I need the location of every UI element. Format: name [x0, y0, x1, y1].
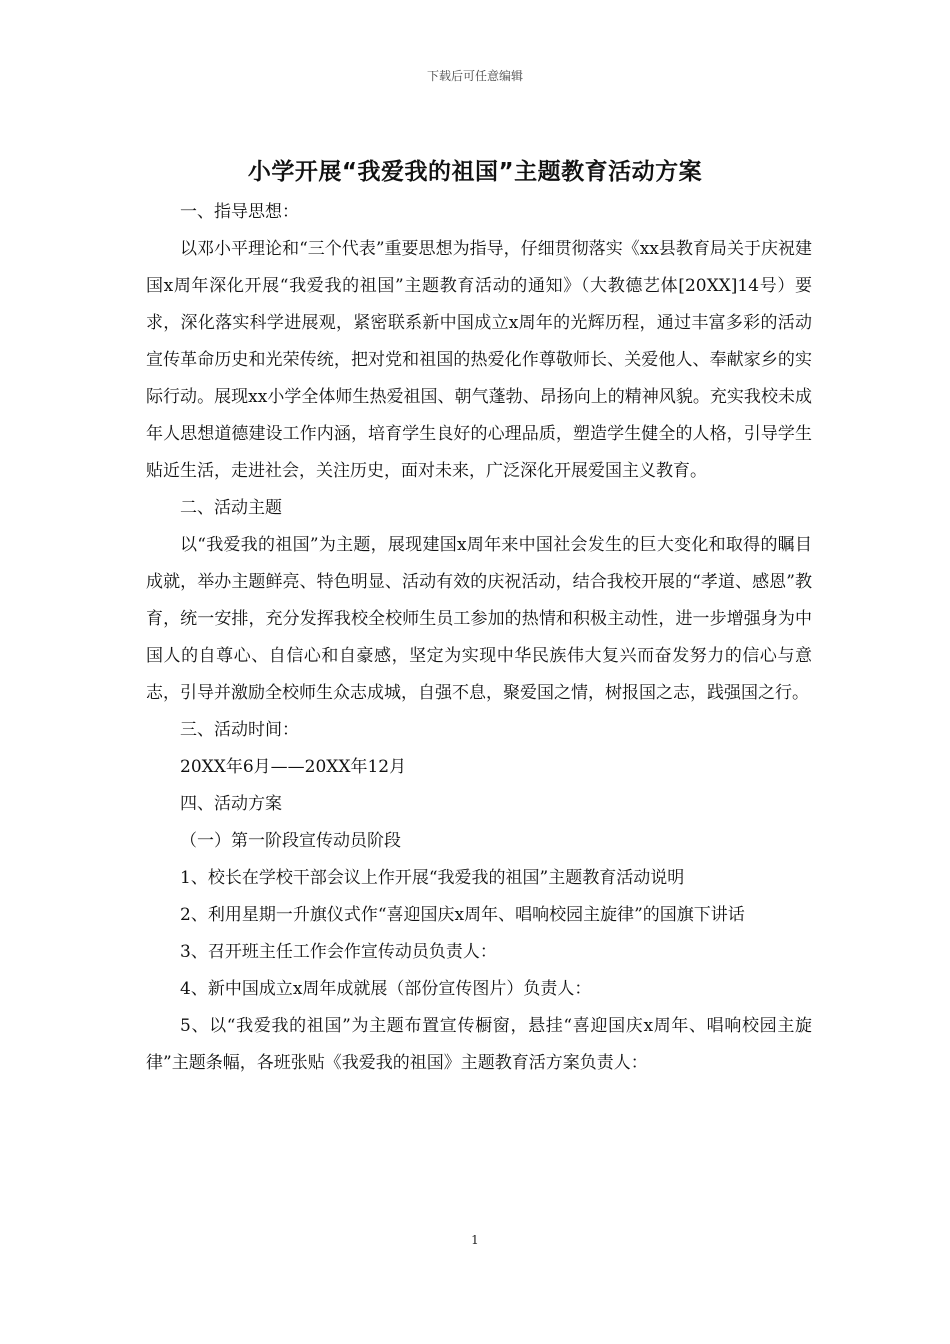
page-header-note: 下载后可任意编辑 [426, 69, 523, 83]
list-item-2: 2、利用星期一升旗仪式作“喜迎国庆x周年、唱响校园主旋律”的国旗下讲话 [180, 905, 745, 925]
list-item-5: 5、以“我爱我的祖国”为主题布置宣传橱窗，悬挂“喜迎国庆x周年、唱响校园主旋律”主题条幅，各班张贴《我爱我的祖国》主题教育活方案负责人： [146, 1016, 812, 1073]
section-heading-activity-theme: 二、活动主题 [180, 498, 282, 518]
section-heading-activity-time: 三、活动时间： [180, 720, 299, 740]
section-heading-guiding-ideology: 一、指导思想： [180, 202, 299, 222]
list-item-3: 3、召开班主任工作会作宣传动员负责人： [180, 942, 497, 962]
document-body [146, 194, 812, 1082]
section-heading-activity-plan: 四、活动方案 [180, 794, 282, 814]
page-number: 1 [471, 1233, 479, 1247]
paragraph-guiding-ideology: 以邓小平理论和“三个代表”重要思想为指导，仔细贯彻落实《xx县教育局关于庆祝建国x周年深化开展“我爱我的祖国”主题教育活动的通知》（大教德艺体[20XX]14号）要求，深化落实科学进展观，紧密联系新中国成立x周年的光辉历程，通过丰富多彩的活动宣传革命历史和光荣传统，把对党和祖国的热爱化作尊敬师长、关爱他人、奉献家乡的实际行动。展现xx小学全体师生热爱祖国、朝气蓬勃、昂扬向上的精神风貌。充实我校未成年人思想道德建设工作内涵，培育学生良好的心理品质，塑造学生健全的人格，引导学生贴近生活，走进社会，关注历史，面对未来，广泛深化开展爱国主义教育。 [146, 239, 812, 481]
activity-time-range: 20XX年6月——20XX年12月 [180, 757, 407, 777]
list-item-4: 4、新中国成立x周年成就展（部份宣传图片）负责人： [180, 979, 592, 999]
paragraph-activity-theme: 以“我爱我的祖国”为主题，展现建国x周年来中国社会发生的巨大变化和取得的瞩目成就，举办主题鲜亮、特色明显、活动有效的庆祝活动，结合我校开展的“孝道、感恩”教育，统一安排，充分发挥我校全校师生员工参加的热情和积极主动性，进一步增强身为中国人的自尊心、自信心和自豪感，坚定为实现中华民族伟大复兴而奋发努力的信心与意志，引导并激励全校师生众志成城，自强不息，聚爱国之情，树报国之志，践强国之行。 [146, 535, 812, 703]
subsection-heading-stage-one: （一）第一阶段宣传动员阶段 [180, 831, 401, 851]
document-title: 小学开展“我爱我的祖国”主题教育活动方案 [247, 159, 703, 185]
list-item-1: 1、校长在学校干部会议上作开展“我爱我的祖国”主题教育活动说明 [180, 868, 685, 888]
